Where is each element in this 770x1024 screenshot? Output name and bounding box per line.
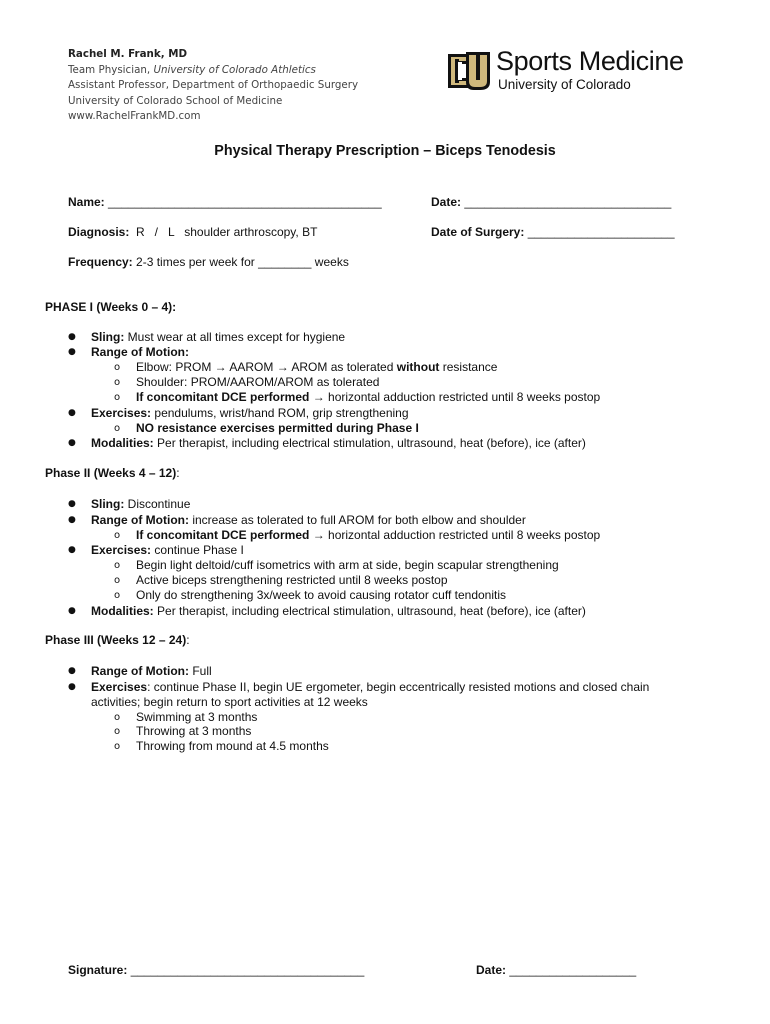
surgery-date-label: Date of Surgery:: [431, 225, 525, 239]
sub-bullet-icon: o: [114, 423, 121, 434]
sub-bullet-icon: o: [114, 362, 121, 373]
cu-logo-icon: [446, 50, 492, 92]
item-label: Exercises:: [91, 543, 152, 557]
surgery-date-line: ______________________: [527, 225, 675, 239]
heading-colon: :: [176, 466, 180, 480]
item-text: Per therapist, including electrical stimulation, ultrasound, heat (before), ice (after): [157, 604, 586, 618]
sub-bullet-icon: o: [114, 377, 121, 388]
logo-subtitle: University of Colorado: [498, 77, 631, 92]
diagnosis-field: [68, 225, 317, 239]
sub-bullet-icon: o: [114, 741, 121, 752]
signature-label: Signature:: [68, 963, 128, 977]
sub-bullet-icon: o: [114, 726, 121, 737]
frequency-text: 2-3 times per week for ________ weeks: [136, 255, 349, 269]
footer-date-label: Date:: [476, 963, 507, 977]
date-label: Date:: [431, 195, 462, 209]
item-text: Full: [192, 664, 212, 678]
signature-line: ___________________________________: [130, 963, 365, 977]
phase-3-exercises-cont: activities; begin return to sport activities at 12 weeks: [91, 695, 368, 709]
footer-date-line: ___________________: [509, 963, 637, 977]
signature-field[interactable]: [68, 963, 364, 977]
physician-name: Rachel M. Frank, MD: [68, 48, 188, 60]
phase-2-heading-text: Phase II (Weeks 4 – 12): [45, 466, 177, 480]
item-text: : continue Phase II, begin UE ergometer, begin eccentrically resisted motions and closed chain: [147, 680, 650, 694]
item-label: Modalities:: [91, 436, 154, 450]
item-text: increase as tolerated to full AROM for both elbow and shoulder: [192, 513, 526, 527]
bullet-icon: ●: [68, 606, 76, 616]
sub-bullet-icon: o: [114, 530, 121, 541]
phase-2-dce: [136, 528, 600, 543]
phase-1-rom-elbow: [136, 360, 497, 375]
phase-1-dce: [136, 390, 600, 405]
item-label: Modalities:: [91, 604, 154, 618]
item-emphasis: NO resistance exercises permitted during Phase I: [136, 421, 419, 435]
phase-1-heading: PHASE I (Weeks 0 – 4):: [45, 300, 177, 314]
item-label: Exercises: [91, 680, 148, 694]
frequency-field[interactable]: [68, 255, 349, 269]
bullet-icon: ●: [68, 545, 76, 555]
bullet-icon: ●: [68, 438, 76, 448]
phase-2-sling: [91, 497, 190, 512]
phase-1-rom-shoulder: Shoulder: PROM/AAROM/AROM as tolerated: [136, 375, 380, 389]
sub-bullet-icon: o: [114, 575, 121, 586]
phase-2-exercises: [91, 543, 244, 558]
phase-2-exercise-3: Only do strengthening 3x/week to avoid causing rotator cuff tendonitis: [136, 588, 507, 602]
phase-3-mound: Throwing from mound at 4.5 months: [136, 739, 329, 753]
document-title: Physical Therapy Prescription – Biceps Tenodesis: [214, 143, 556, 159]
phase-3-exercises: [91, 680, 649, 695]
phase-2-exercise-2: Active biceps strengthening restricted until 8 weeks postop: [136, 573, 448, 587]
item-text: Elbow: PROM → AAROM → AROM as tolerated: [136, 360, 397, 374]
bullet-icon: ●: [68, 666, 76, 676]
sports-medicine-logo: [446, 46, 706, 96]
item-emphasis: If concomitant DCE performed: [136, 528, 310, 542]
item-text: Must wear at all times except for hygiene: [127, 330, 346, 344]
sub-bullet-icon: o: [114, 590, 121, 601]
letterhead-role: Team Physician,: [68, 63, 154, 76]
item-text: continue Phase I: [154, 543, 244, 557]
letterhead-line-1: [68, 63, 358, 79]
phase-1-rom: [91, 345, 189, 360]
phase-2-exercise-1: Begin light deltoid/cuff isometrics with arm at side, begin scapular strengthening: [136, 558, 559, 572]
letterhead-website: www.RachelFrankMD.com: [68, 110, 201, 123]
phase-3-throwing: Throwing at 3 months: [136, 724, 252, 738]
item-emphasis: without: [396, 360, 440, 374]
phase-1-sling: [91, 330, 345, 345]
item-label: Exercises:: [91, 406, 152, 420]
phase-3-heading: [45, 633, 190, 647]
frequency-label: Frequency:: [68, 255, 133, 269]
diagnosis-label: Diagnosis:: [68, 225, 130, 239]
phase-3-rom: [91, 664, 212, 679]
letterhead-line-2: Assistant Professor, Department of Orthopaedic Surgery: [68, 79, 359, 92]
sub-bullet-icon: o: [114, 560, 121, 571]
item-text: resistance: [439, 360, 498, 374]
item-text: pendulums, wrist/hand ROM, grip strengthening: [154, 406, 409, 420]
item-label: Range of Motion:: [91, 513, 189, 527]
phase-1-modalities: [91, 436, 586, 451]
logo-title: Sports Medicine: [496, 46, 684, 76]
bullet-icon: ●: [68, 332, 76, 342]
item-label: Range of Motion:: [91, 345, 189, 359]
item-text: → horizontal adduction restricted until 8 weeks postop: [309, 390, 601, 404]
phase-3-swimming: Swimming at 3 months: [136, 710, 258, 724]
name-field[interactable]: [68, 195, 382, 209]
item-emphasis: If concomitant DCE performed: [136, 390, 310, 404]
footer-date-field[interactable]: [476, 963, 636, 977]
bullet-icon: ●: [68, 499, 76, 509]
sub-bullet-icon: o: [114, 712, 121, 723]
item-text: Per therapist, including electrical stimulation, ultrasound, heat (before), ice (after): [157, 436, 586, 450]
item-label: Sling:: [91, 330, 125, 344]
item-text: Discontinue: [127, 497, 191, 511]
bullet-icon: ●: [68, 515, 76, 525]
bullet-icon: ●: [68, 682, 76, 692]
letterhead-line-3: University of Colorado School of Medicine: [68, 94, 283, 107]
phase-2-rom: [91, 513, 526, 528]
letterhead-org: University of Colorado Athletics: [153, 63, 316, 76]
name-label: Name:: [68, 195, 105, 209]
phase-1-no-resistance: [136, 421, 419, 436]
bullet-icon: ●: [68, 408, 76, 418]
date-line: _______________________________: [464, 195, 672, 209]
letterhead: [68, 47, 358, 125]
item-label: Sling:: [91, 497, 125, 511]
bullet-icon: ●: [68, 347, 76, 357]
heading-colon: :: [186, 633, 190, 647]
name-line: _________________________________________: [108, 195, 382, 209]
item-label: Range of Motion:: [91, 664, 189, 678]
phase-3-heading-text: Phase III (Weeks 12 – 24): [45, 633, 187, 647]
surgery-date-field[interactable]: [431, 225, 675, 239]
diagnosis-text: R / L shoulder arthroscopy, BT: [136, 225, 318, 239]
phase-1-exercises: [91, 406, 409, 421]
item-text: → horizontal adduction restricted until 8 weeks postop: [309, 528, 601, 542]
phase-2-modalities: [91, 604, 586, 619]
phase-2-heading: [45, 466, 180, 480]
date-field[interactable]: [431, 195, 671, 209]
sub-bullet-icon: o: [114, 392, 121, 403]
